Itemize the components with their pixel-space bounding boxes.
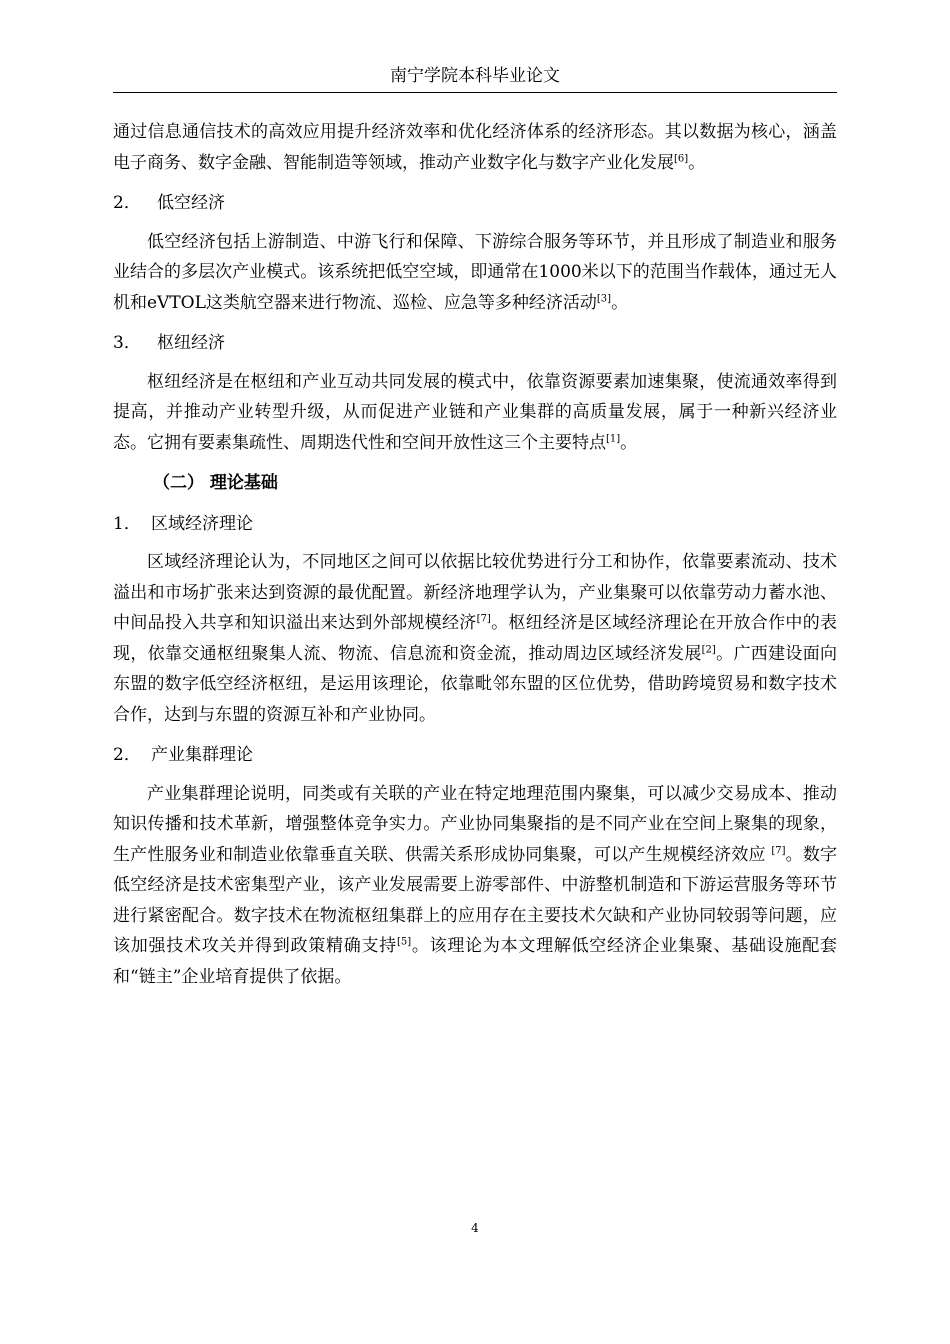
paragraph-hub-economy: 枢纽经济是在枢纽和产业互动共同发展的模式中，依靠资源要素加速集聚，使流通效率得到提高，并推动产业转型升级，从而促进产业链和产业集群的高质量发展，属于一种新兴经济业态。它拥有要素集疏性、周期迭代性和空间开放性这三个主要特点[1]。 <box>113 371 837 453</box>
paragraph-regional-economics: 区域经济理论认为，不同地区之间可以依据比较优势进行分工和协作，依靠要素流动、技术溢出和市场扩张来达到资源的最优配置。新经济地理学认为，产业集聚可以依靠劳动力蓄水池、中间品投入共享和知识溢出来达到外部规模经济[7]。枢纽经济是区域经济理论在开放合作中的表现，依靠交通枢纽聚集人流、物流、信息流和资金流，推动周边区域经济发展[2]。广西建设面向东盟的数字低空经济枢纽，是运用该理论，依靠毗邻东盟的区位优势，借助跨境贸易和数字技术合作，达到与东盟的资源互补和产业协同。 <box>113 552 838 725</box>
subheading-regional-economics: 1． 区域经济理论 <box>113 513 253 534</box>
header-divider <box>113 92 837 93</box>
paragraph-industrial-cluster: 产业集群理论说明，同类或有关联的产业在特定地理范围内聚集，可以减少交易成本、推动知识传播和技术革新，增强整体竞争实力。产业协同集聚指的是不同产业在空间上聚集的现象，生产性服务业和制造业依靠垂直关联、供需关系形成协同集聚，可以产生规模经济效应 [7]。数字低空经济是技术密集型产业，该产业发展需要上游零部件、中游整机制造和下游运营服务等环节进行紧密配合。数字技术在物流枢纽集群上的应用存在主要技术欠缺和产业协同较弱等问题，应该加强技术攻关并得到政策精确支持[5]。该理论为本文理解低空经济企业集聚、基础设施配套和“链主”企业培育提供了依据。 <box>113 783 838 987</box>
citation: [6] <box>674 152 689 164</box>
citation: [7] <box>476 613 491 625</box>
citation: [7] <box>771 844 786 856</box>
citation: [1] <box>606 432 621 444</box>
body-text <box>113 117 837 992</box>
page-number: 4 <box>471 1221 479 1235</box>
subheading-hub-economy: 3． 枢纽经济 <box>113 333 225 353</box>
paragraph-continuation: 通过信息通信技术的高效应用提升经济效率和优化经济体系的经济形态。其以数据为核心，涵盖电子商务、数字金融、智能制造等领域，推动产业数字化与数字产业化发展[6]。 <box>113 122 837 173</box>
citation: [3] <box>596 292 612 304</box>
section-heading-theory: （二） 理论基础 <box>153 473 278 493</box>
running-header: 南宁学院本科毕业论文 <box>390 66 560 86</box>
citation: [5] <box>396 936 412 948</box>
paragraph-low-altitude-economy: 低空经济包括上游制造、中游飞行和保障、下游综合服务等环节，并且形成了制造业和服务业结合的多层次产业模式。该系统把低空空域，即通常在1000米以下的范围当作载体，通过无人机和eVTOL这类航空器来进行物流、巡检、应急等多种经济活动[3]。 <box>113 231 837 313</box>
subheading-low-altitude-economy: 2． 低空经济 <box>113 193 225 213</box>
citation: [2] <box>701 643 716 655</box>
subheading-industrial-cluster: 2． 产业集群理论 <box>113 745 253 765</box>
